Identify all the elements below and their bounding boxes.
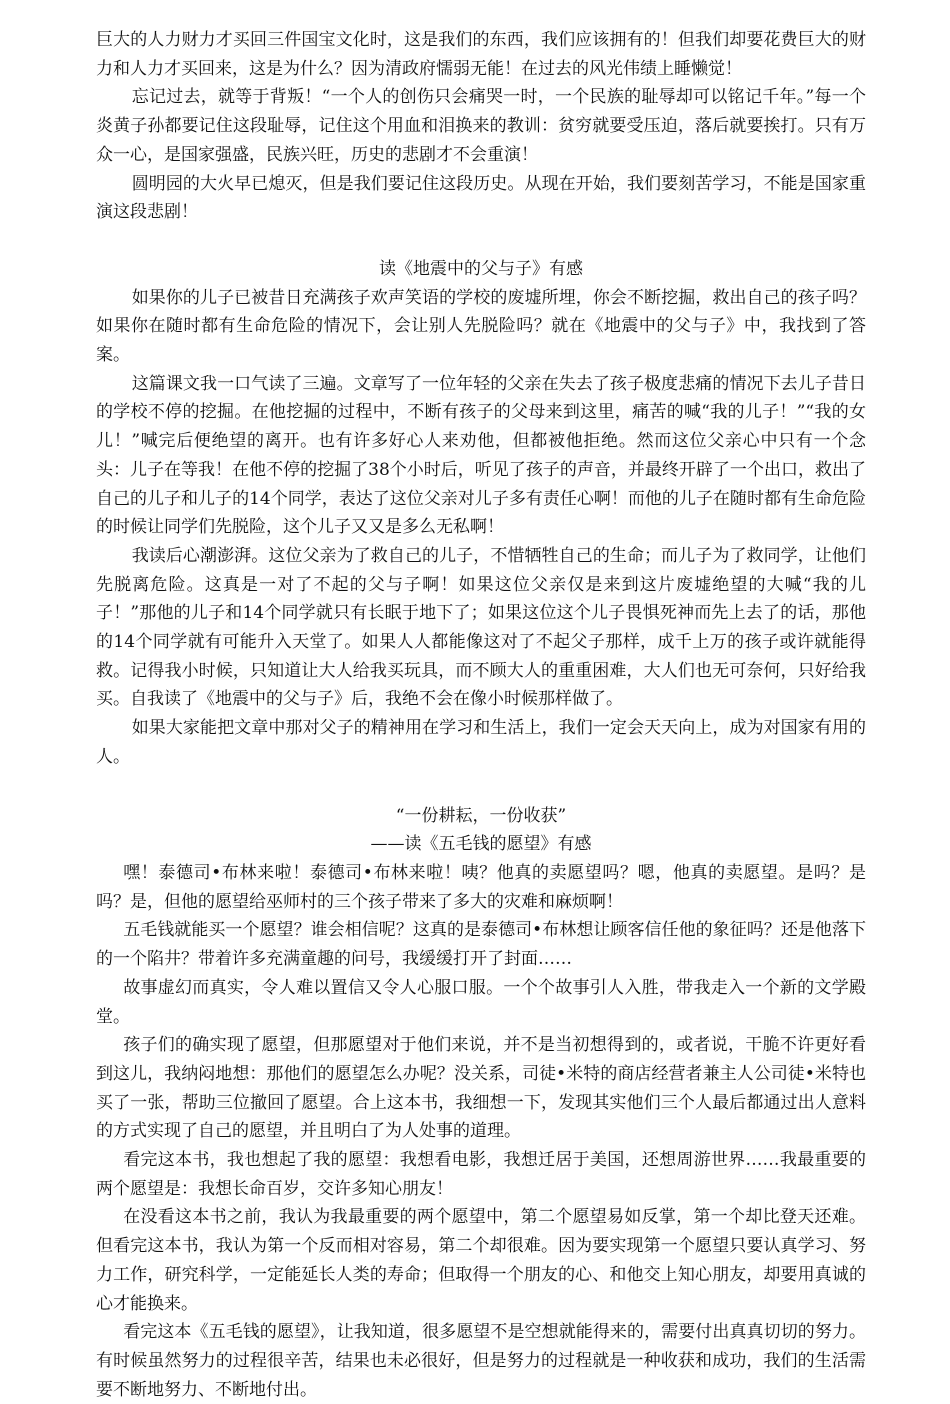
paragraph: 我读后心潮澎湃。这位父亲为了救自己的儿子，不惜牺牲自己的生命；而儿子为了救同学，让他们先脱离危险。这真是一对了不起的父与子啊！如果这位父亲仅是来到这片废墟绝望的大喊“我的儿子！”那他的儿子和14个同学就只有长眠于地下了；如果这位这个儿子畏惧死神而先上去了的话，那他的14个同学就有可能升入天堂了。如果人人都能像这对了不起父子那样，成千上万的孩子或许就能得救。记得我小时候，只知道让大人给我买玩具，而不顾大人的重重困难，大人们也无可奈何，只好给我买。自我读了《地震中的父与子》后，我绝不会在像小时候那样做了。 [96,545,866,710]
paragraph: 孩子们的确实现了愿望，但那愿望对于他们来说，并不是当初想得到的，或者说，干脆不许更好看到这儿，我纳闷地想：那他们的愿望怎么办呢？没关系，司徒•米特的商店经营者兼主人公司徒•米特也买了一张，帮助三位撤回了愿望。合上这本书，我细想一下，发现其实他们三个人最后都通过出人意料的方式实现了自己的愿望，并且明白了为人处事的道理。 [96,1035,866,1142]
paragraph: 故事虚幻而真实，令人难以置信又令人心服口服。一个个故事引人入胜，带我走入一个新的文学殿堂。 [96,977,866,1027]
paragraph: 如果大家能把文章中那对父子的精神用在学习和生活上，我们一定会天天向上，成为对国家有用的人。 [96,718,866,767]
essay-section-yuanmingyuan [96,26,866,227]
paragraph: 巨大的人力财力才买回三件国宝文化时，这是我们的东西，我们应该拥有的！但我们却要花费巨大的财力和人力才买回来，这是为什么？因为清政府懦弱无能！在过去的风光伟绩上睡懒觉！ [96,30,866,79]
essay-title: 读《地震中的父与子》有感 [379,258,583,279]
essay-title: “一份耕耘，一份收获” [395,805,567,826]
paragraph: 这篇课文我一口气读了三遍。文章写了一位年轻的父亲在失去了孩子极度悲痛的情况下去儿子昔日的学校不停的挖掘。在他挖掘的过程中，不断有孩子的父母来到这里，痛苦的喊“我的儿子！”“我的女儿！”喊完后便绝望的离开。也有许多好心人来劝他，但都被他拒绝。然而这位父亲心中只有一个念头：儿子在等我！在他不停的挖掘了38个小时后，听见了孩子的声音，并最终开辟了一个出口，救出了自己的儿子和儿子的14个同学，表达了这位父亲对儿子多有责任心啊！而他的儿子在随时都有生命危险的时候让同学们先脱险，这个儿子又又是多么无私啊！ [96,373,866,538]
paragraph: 嘿！泰德司•布林来啦！泰德司•布林来啦！咦？他真的卖愿望吗？嗯，他真的卖愿望。是吗？是吗？是，但他的愿望给巫师村的三个孩子带来了多大的灾难和麻烦啊！ [96,862,866,912]
essay-section-wish [96,802,866,1404]
paragraph: 五毛钱就能买一个愿望？谁会相信呢？这真的是泰德司•布林想让顾客信任他的象征吗？还是他落下的一个陷井？带着许多充满童趣的问号，我缓缓打开了封面…… [96,920,866,970]
paragraph: 如果你的儿子已被昔日充满孩子欢声笑语的学校的废墟所埋，你会不断挖掘，救出自己的孩子吗？如果你在随时都有生命危险的情况下，会让别人先脱险吗？就在《地震中的父与子》中，我找到了答案。 [96,287,866,366]
paragraph: 忘记过去，就等于背叛！“一个人的创伤只会痛哭一时，一个民族的耻辱却可以铭记千年。”每一个炎黄子孙都要记住这段耻辱，记住这个用血和泪换来的教训：贫穷就要受压迫，落后就要挨打。只有万众一心，是国家强盛，民族兴旺，历史的悲剧才不会重演！ [96,87,866,165]
paragraph: 圆明园的大火早已熄灭，但是我们要记住这段历史。从现在开始，我们要刻苦学习，不能是国家重演这段悲剧！ [96,173,866,223]
paragraph: 看完这本《五毛钱的愿望》，让我知道，很多愿望不是空想就能得来的，需要付出真真切切的努力。有时候虽然努力的过程很辛苦，结果也未必很好，但是努力的过程就是一种收获和成功，我们的生活需要不断地努力、不断地付出。 [96,1322,866,1400]
essay-subtitle: ——读《五毛钱的愿望》有感 [370,834,592,855]
essay-section-earthquake [96,255,866,772]
paragraph: 在没看这本书之前，我认为我最重要的两个愿望中，第二个愿望易如反掌，第一个却比登天还难。但看完这本书，我认为第一个反而相对容易，第二个却很难。因为要实现第一个愿望只要认真学习、努力工作，研究科学，一定能延长人类的寿命；但取得一个朋友的心、和他交上知心朋友，却要用真诚的心才能换来。 [96,1207,866,1314]
paragraph: 看完这本书，我也想起了我的愿望：我想看电影，我想迁居于美国，还想周游世界……我最重要的两个愿望是：我想长命百岁，交许多知心朋友！ [96,1150,866,1199]
